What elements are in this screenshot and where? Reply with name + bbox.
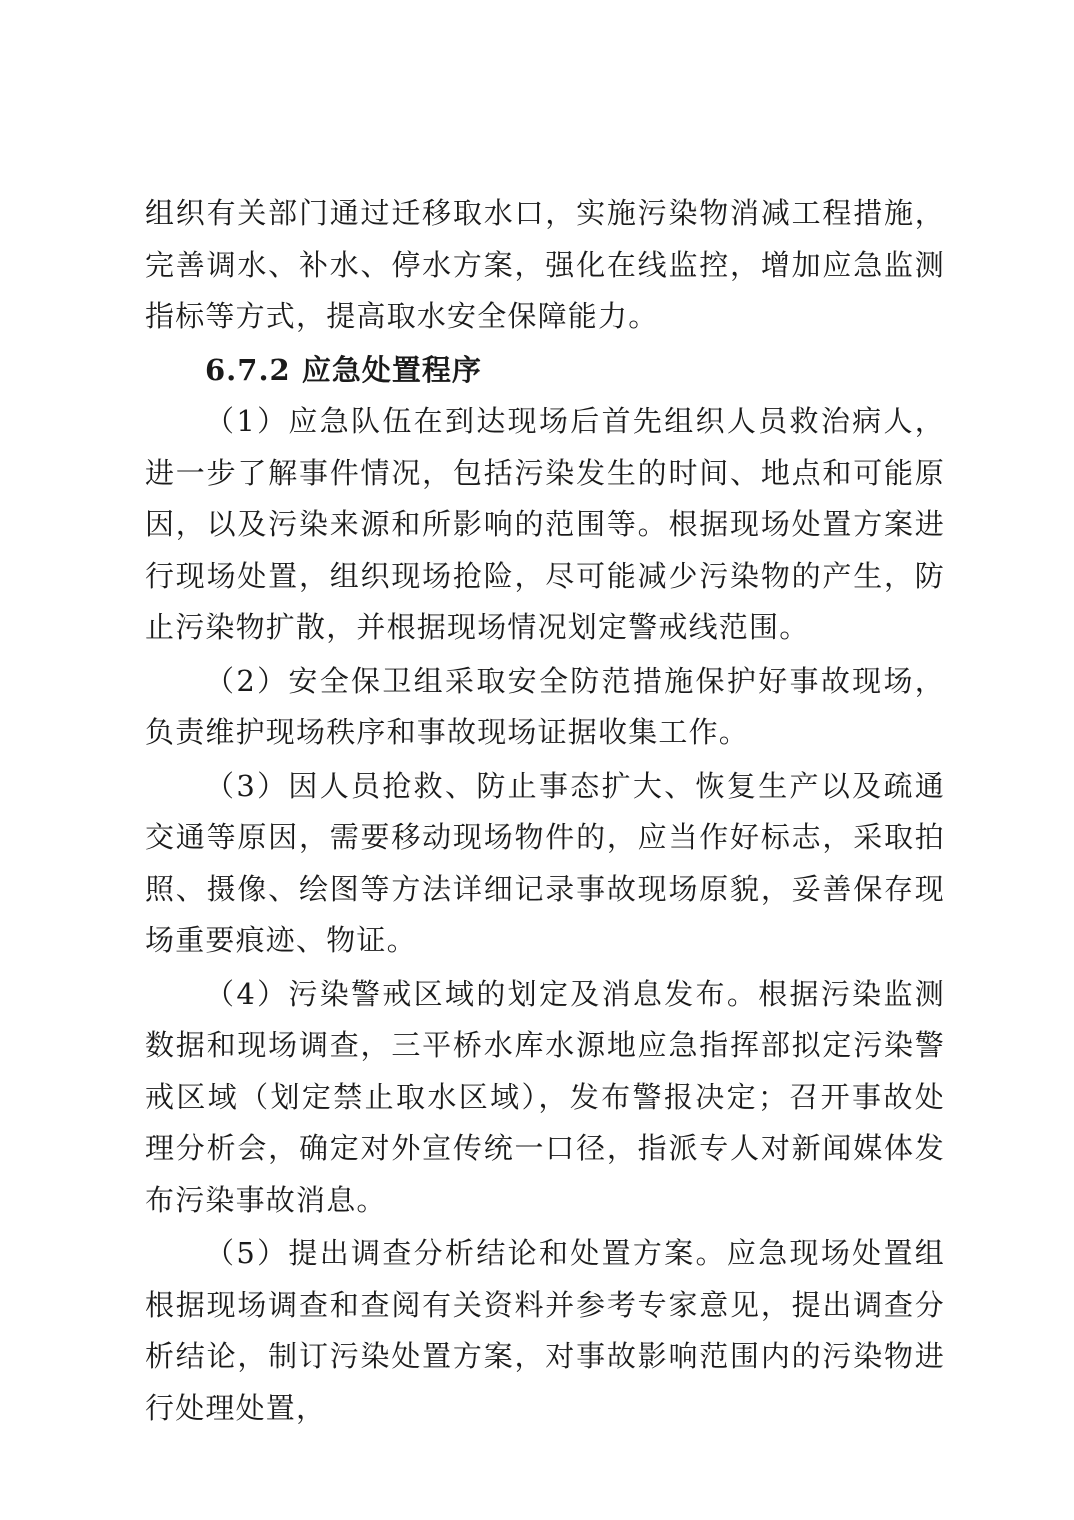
body-paragraph: 组织有关部门通过迁移取水口，实施污染物消减工程措施，完善调水、补水、停水方案，强化在线监控，增加应急监测指标等方式，提高取水安全保障能力。 <box>145 196 945 333</box>
list-item: （1）应急队伍在到达现场后首先组织人员救治病人，进一步了解事件情况，包括污染发生的时间、地点和可能原因，以及污染来源和所影响的范围等。根据现场处置方案进行现场处置，组织现场抢险，尽可能减少污染物的产生，防止污染物扩散，并根据现场情况划定警戒线范围。 <box>145 404 945 644</box>
list-item: （5）提出调查分析结论和处置方案。应急现场处置组根据现场调查和查阅有关资料并参考专家意见，提出调查分析结论，制订污染处置方案，对事故影响范围内的污染物进行处理处置， <box>145 1236 945 1425</box>
list-item: （4）污染警戒区域的划定及消息发布。根据污染监测数据和现场调查，三平桥水库水源地应急指挥部拟定污染警戒区域（划定禁止取水区域），发布警报决定；召开事故处理分析会，确定对外宣传统一口径，指派专人对新闻媒体发布污染事故消息。 <box>145 976 945 1217</box>
section-heading: 6.7.2 应急处置程序 <box>205 352 482 387</box>
document-page <box>145 188 945 1434</box>
list-item: （3）因人员抢救、防止事态扩大、恢复生产以及疏通交通等原因，需要移动现场物件的，应当作好标志，采取拍照、摄像、绘图等方法详细记录事故现场原貌，妥善保存现场重要痕迹、物证。 <box>145 768 945 957</box>
list-item: （2）安全保卫组采取安全防范措施保护好事故现场，负责维护现场秩序和事故现场证据收集工作。 <box>145 663 945 749</box>
